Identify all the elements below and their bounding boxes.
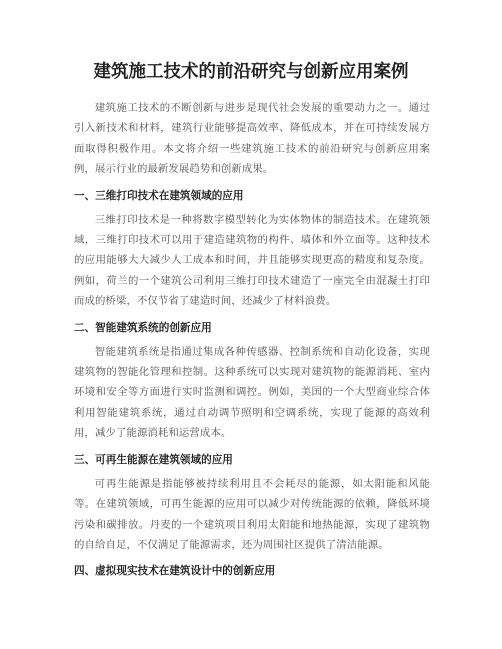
section-heading-4: 四、虚拟现实技术在建筑设计中的创新应用 xyxy=(74,565,276,578)
section-body-2: 智能建筑系统是指通过集成各种传感器、控制系统和自动化设备，实现建筑物的智能化管理和控制。这种系统可以实现对建筑物的能源消耗、室内环境和安全等方面进行实时监测和调控。例如，美国的一个大型商业综合体利用智能建筑系统，通过自动调节照明和空调系统，实现了能源的高效利用，减少了能源消耗和运营成本。 xyxy=(74,345,430,440)
document-body xyxy=(74,98,430,581)
section-heading-3: 三、可再生能源在建筑领域的应用 xyxy=(74,453,233,466)
section-body-1: 三维打印技术是一种将数字模型转化为实体物体的制造技术。在建筑领域，三维打印技术可以用于建造建筑物的构件、墙体和外立面等。这种技术的应用能够大大减少人工成本和时间，并且能够实现更高的精度和复杂度。例如，荷兰的一个建筑公司利用三维打印技术建造了一座完全由混凝土打印而成的桥梁，不仅节省了建造时间，还减少了材料浪费。 xyxy=(74,213,430,308)
section-heading-2: 二、智能建筑系统的创新应用 xyxy=(74,321,212,334)
document-title: 建筑施工技术的前沿研究与创新应用案例 xyxy=(93,62,409,82)
intro-paragraph: 建筑施工技术的不断创新与进步是现代社会发展的重要动力之一。通过引入新技术和材料，建筑行业能够提高效率、降低成本，并在可持续发展方面取得积极作用。本文将介绍一些建筑施工技术的前沿研究与创新应用案例，展示行业的最新发展趋势和创新成果。 xyxy=(74,102,430,176)
section-heading-1: 一、三维打印技术在建筑领域的应用 xyxy=(74,189,244,202)
section-body-3: 可再生能源是指能够被持续利用且不会耗尽的能源，如太阳能和风能等。在建筑领域，可再生能源的应用可以减少对传统能源的依赖，降低环境污染和碳排放。丹麦的一个建筑项目利用太阳能和地热能源，实现了建筑物的自给自足，不仅满足了能源需求，还为周围社区提供了清洁能源。 xyxy=(74,477,430,551)
